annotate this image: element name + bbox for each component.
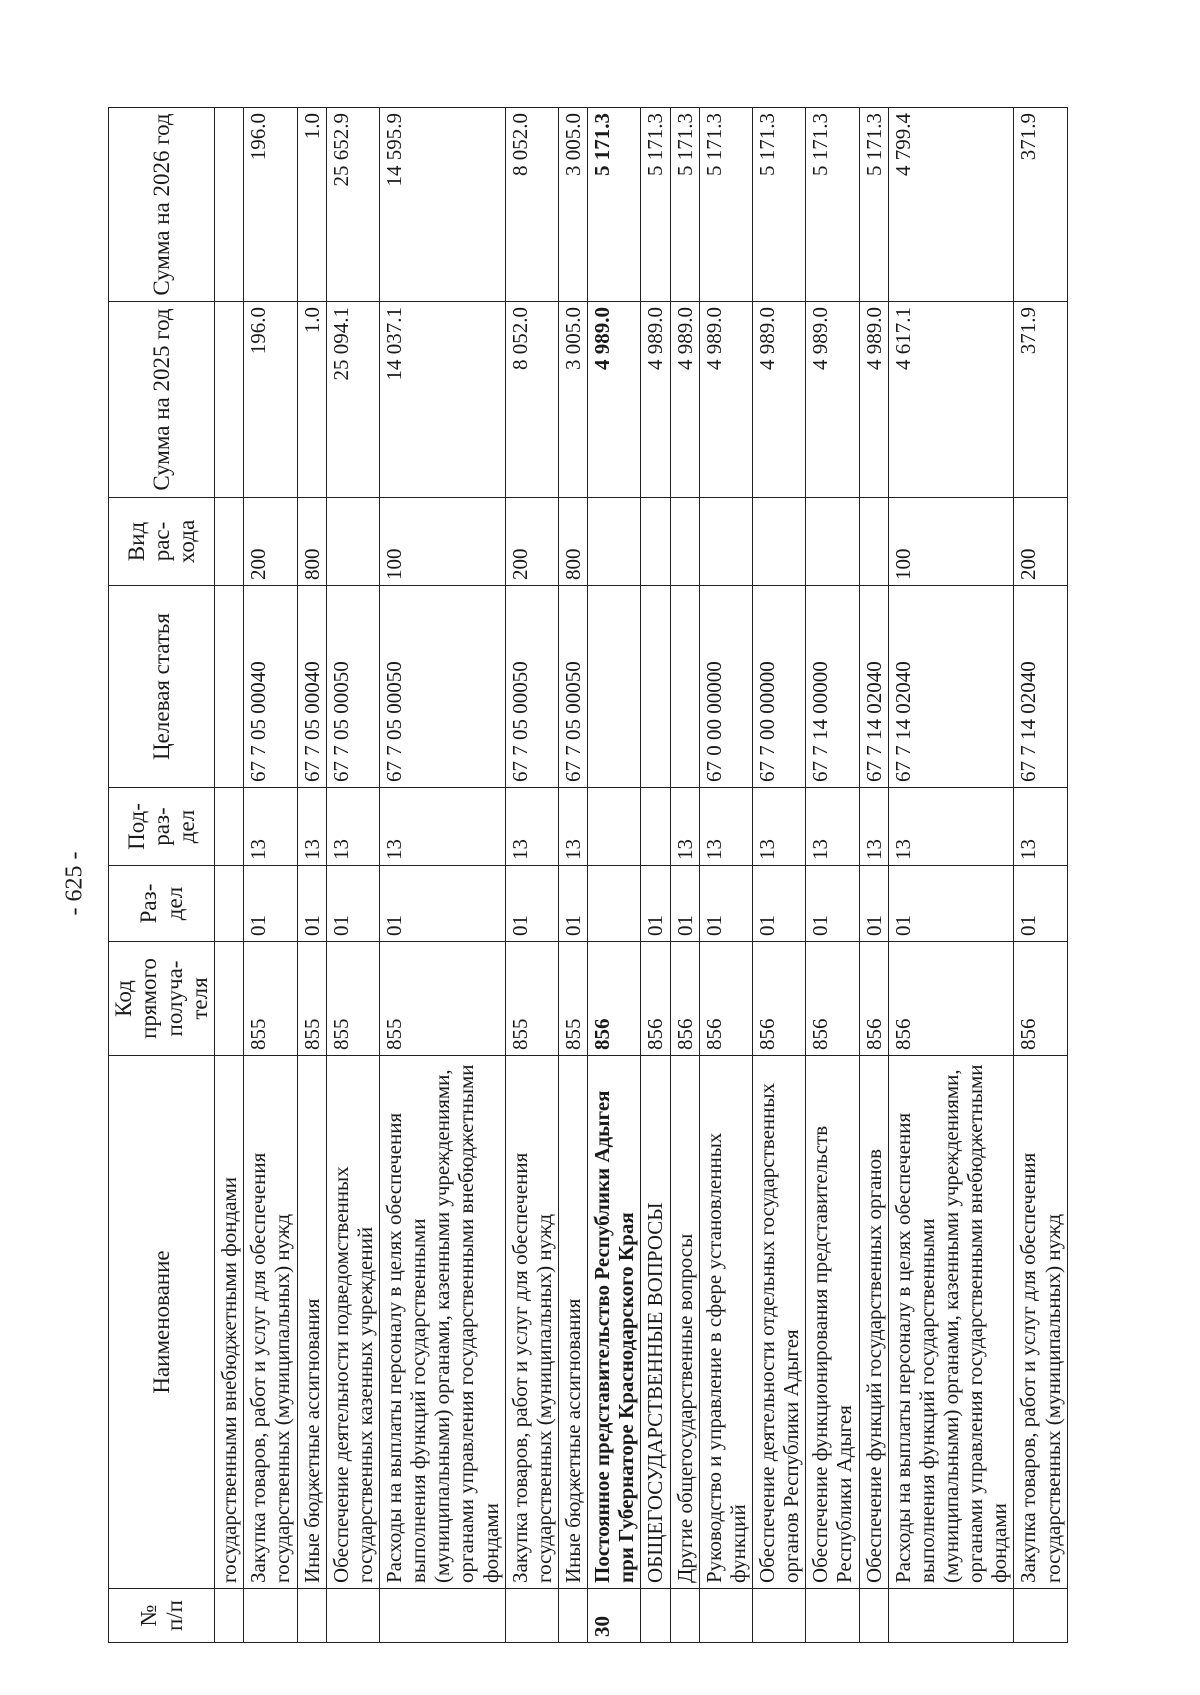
cell-sum2026: 196.0	[244, 108, 297, 302]
cell-vid: 200	[1014, 498, 1067, 586]
cell-vid	[641, 498, 670, 586]
cell-podrazdel: 13	[888, 788, 1014, 866]
cell-code: 856	[670, 942, 699, 1056]
cell-code: 855	[297, 942, 326, 1056]
cell-sum2025: 4 989.0	[641, 302, 670, 498]
cell-name: Расходы на выплаты персоналу в целях обеспечения выполнения функций государственными (муниципальными) органами, казенными учреждениями, органами управления государственными внебюджетными фондами	[380, 1056, 506, 1589]
cell-n	[297, 1589, 326, 1643]
table-row	[1014, 108, 1067, 1643]
cell-target: 67 7 05 00050	[559, 586, 588, 788]
cell-podrazdel: 13	[753, 788, 806, 866]
table-row	[244, 108, 297, 1643]
cell-podrazdel: 13	[699, 788, 752, 866]
cell-podrazdel: 13	[859, 788, 888, 866]
cell-vid: 200	[505, 498, 558, 586]
header-target: Целевая статья	[109, 586, 215, 788]
cell-razdel: 01	[297, 866, 326, 942]
cell-podrazdel	[215, 788, 244, 866]
cell-vid	[215, 498, 244, 586]
header-razdel: Раз-дел	[109, 866, 215, 942]
cell-code: 856	[806, 942, 859, 1056]
cell-n	[670, 1589, 699, 1643]
cell-code: 855	[559, 942, 588, 1056]
cell-name: Закупка товаров, работ и услуг для обеспечения государственных (муниципальных) нужд	[1014, 1056, 1067, 1589]
cell-code: 855	[380, 942, 506, 1056]
table-header	[109, 108, 215, 1643]
cell-sum2025: 4 989.0	[806, 302, 859, 498]
cell-sum2026	[215, 108, 244, 302]
cell-podrazdel: 13	[806, 788, 859, 866]
cell-code: 856	[588, 942, 641, 1056]
table-row	[588, 108, 641, 1643]
cell-code: 856	[699, 942, 752, 1056]
cell-target: 67 7 05 00050	[380, 586, 506, 788]
cell-target: 67 7 14 00000	[806, 586, 859, 788]
cell-vid	[806, 498, 859, 586]
cell-vid	[326, 498, 379, 586]
cell-razdel: 01	[326, 866, 379, 942]
cell-sum2026: 5 171.3	[806, 108, 859, 302]
table-row	[326, 108, 379, 1643]
budget-table	[108, 107, 1068, 1643]
cell-target: 67 7 05 00040	[297, 586, 326, 788]
cell-razdel: 01	[859, 866, 888, 942]
cell-podrazdel	[588, 788, 641, 866]
cell-sum2025: 4 989.0	[699, 302, 752, 498]
cell-name: Иные бюджетные ассигнования	[297, 1056, 326, 1589]
cell-vid: 100	[888, 498, 1014, 586]
cell-n	[380, 1589, 506, 1643]
cell-razdel: 01	[641, 866, 670, 942]
cell-razdel: 01	[559, 866, 588, 942]
cell-target: 67 7 05 00050	[505, 586, 558, 788]
cell-target: 67 0 00 00000	[699, 586, 752, 788]
cell-target	[670, 586, 699, 788]
table-row	[699, 108, 752, 1643]
cell-name: Закупка товаров, работ и услуг для обеспечения государственных (муниципальных) нужд	[505, 1056, 558, 1589]
cell-name: Обеспечение деятельности подведомственных государственных казенных учреждений	[326, 1056, 379, 1589]
cell-n	[559, 1589, 588, 1643]
cell-podrazdel: 13	[380, 788, 506, 866]
header-podrazdel: Под-раз-дел	[109, 788, 215, 866]
cell-podrazdel	[641, 788, 670, 866]
cell-target	[215, 586, 244, 788]
table-row	[297, 108, 326, 1643]
cell-target: 67 7 05 00050	[326, 586, 379, 788]
header-sum2026: Сумма на 2026 год	[109, 108, 215, 302]
cell-n	[699, 1589, 752, 1643]
cell-razdel: 01	[1014, 866, 1067, 942]
cell-target: 67 7 00 00000	[753, 586, 806, 788]
cell-target	[588, 586, 641, 788]
cell-name: Постоянное представительство Республики Адыгея при Губернаторе Краснодарского Края	[588, 1056, 641, 1589]
cell-n	[753, 1589, 806, 1643]
table-row	[380, 108, 506, 1643]
cell-code: 856	[888, 942, 1014, 1056]
table-body	[215, 108, 1068, 1643]
cell-razdel: 01	[888, 866, 1014, 942]
cell-vid: 800	[559, 498, 588, 586]
cell-sum2026: 5 171.3	[641, 108, 670, 302]
table-row	[888, 108, 1014, 1643]
cell-sum2026: 1.0	[297, 108, 326, 302]
cell-sum2026: 5 171.3	[670, 108, 699, 302]
cell-n	[806, 1589, 859, 1643]
cell-podrazdel: 13	[670, 788, 699, 866]
table-row	[753, 108, 806, 1643]
cell-podrazdel: 13	[244, 788, 297, 866]
cell-sum2025: 14 037.1	[380, 302, 506, 498]
cell-name: Руководство и управление в сфере установленных функций	[699, 1056, 752, 1589]
table-row	[215, 108, 244, 1643]
cell-podrazdel: 13	[505, 788, 558, 866]
cell-sum2026: 5 171.3	[699, 108, 752, 302]
cell-vid: 800	[297, 498, 326, 586]
cell-sum2025: 8 052.0	[505, 302, 558, 498]
header-vid: Вид рас-хода	[109, 498, 215, 586]
rotated-table-area	[108, 108, 1065, 1643]
header-name: Наименование	[109, 1056, 215, 1589]
cell-sum2025: 1.0	[297, 302, 326, 498]
cell-n: 30	[588, 1589, 641, 1643]
cell-name: Другие общегосударственные вопросы	[670, 1056, 699, 1589]
cell-code: 856	[641, 942, 670, 1056]
cell-sum2025: 4 989.0	[859, 302, 888, 498]
cell-n	[859, 1589, 888, 1643]
cell-name: Иные бюджетные ассигнования	[559, 1056, 588, 1589]
page-number: - 625 -	[61, 851, 88, 915]
cell-sum2025: 4 617.1	[888, 302, 1014, 498]
cell-podrazdel: 13	[559, 788, 588, 866]
cell-razdel: 01	[244, 866, 297, 942]
cell-sum2026: 5 171.3	[753, 108, 806, 302]
cell-vid: 100	[380, 498, 506, 586]
cell-sum2026: 371.9	[1014, 108, 1067, 302]
cell-name: Обеспечение функционирования представительств Республики Адыгея	[806, 1056, 859, 1589]
cell-vid	[588, 498, 641, 586]
cell-sum2025: 3 005.0	[559, 302, 588, 498]
cell-vid	[670, 498, 699, 586]
cell-sum2026: 25 652.9	[326, 108, 379, 302]
table-row	[806, 108, 859, 1643]
cell-vid	[859, 498, 888, 586]
cell-n	[215, 1589, 244, 1643]
cell-sum2026: 5 171.3	[859, 108, 888, 302]
cell-target: 67 7 14 02040	[1014, 586, 1067, 788]
cell-code	[215, 942, 244, 1056]
cell-razdel: 01	[505, 866, 558, 942]
cell-name: ОБЩЕГОСУДАРСТВЕННЫЕ ВОПРОСЫ	[641, 1056, 670, 1589]
cell-n	[888, 1589, 1014, 1643]
cell-razdel: 01	[753, 866, 806, 942]
cell-n	[326, 1589, 379, 1643]
cell-target	[641, 586, 670, 788]
cell-code: 856	[753, 942, 806, 1056]
cell-sum2025: 4 989.0	[753, 302, 806, 498]
cell-vid	[753, 498, 806, 586]
cell-code: 855	[326, 942, 379, 1056]
rotated-content	[108, 108, 1065, 1643]
cell-name: государственными внебюджетными фондами	[215, 1056, 244, 1589]
cell-podrazdel: 13	[1014, 788, 1067, 866]
cell-code: 856	[1014, 942, 1067, 1056]
cell-name: Обеспечение функций государственных органов	[859, 1056, 888, 1589]
cell-n	[641, 1589, 670, 1643]
cell-n	[505, 1589, 558, 1643]
cell-razdel: 01	[806, 866, 859, 942]
cell-razdel: 01	[699, 866, 752, 942]
cell-code: 855	[505, 942, 558, 1056]
table-row	[859, 108, 888, 1643]
cell-sum2026: 4 799.4	[888, 108, 1014, 302]
cell-vid	[699, 498, 752, 586]
table-row	[670, 108, 699, 1643]
table-row	[559, 108, 588, 1643]
cell-target: 67 7 14 02040	[888, 586, 1014, 788]
cell-razdel	[588, 866, 641, 942]
header-n: № п/п	[109, 1589, 215, 1643]
cell-code: 856	[859, 942, 888, 1056]
cell-code: 855	[244, 942, 297, 1056]
table-row	[505, 108, 558, 1643]
cell-sum2026: 8 052.0	[505, 108, 558, 302]
cell-razdel: 01	[670, 866, 699, 942]
header-code: Код прямого получа-теля	[109, 942, 215, 1056]
cell-razdel	[215, 866, 244, 942]
cell-sum2025: 4 989.0	[588, 302, 641, 498]
table-row	[641, 108, 670, 1643]
cell-name: Расходы на выплаты персоналу в целях обеспечения выполнения функций государственными (муниципальными) органами, казенными учреждениями, органами управления государственными внебюджетными фондами	[888, 1056, 1014, 1589]
cell-name: Обеспечение деятельности отдельных государственных органов Республики Адыгея	[753, 1056, 806, 1589]
cell-sum2026: 5 171.3	[588, 108, 641, 302]
cell-podrazdel: 13	[326, 788, 379, 866]
cell-n	[244, 1589, 297, 1643]
cell-sum2025: 25 094.1	[326, 302, 379, 498]
cell-sum2026: 14 595.9	[380, 108, 506, 302]
cell-name: Закупка товаров, работ и услуг для обеспечения государственных (муниципальных) нужд	[244, 1056, 297, 1589]
page-number-container	[55, 833, 95, 933]
cell-target: 67 7 14 02040	[859, 586, 888, 788]
cell-sum2025: 371.9	[1014, 302, 1067, 498]
cell-target: 67 7 05 00040	[244, 586, 297, 788]
cell-n	[1014, 1589, 1067, 1643]
cell-sum2025: 196.0	[244, 302, 297, 498]
cell-razdel: 01	[380, 866, 506, 942]
cell-vid: 200	[244, 498, 297, 586]
cell-podrazdel: 13	[297, 788, 326, 866]
cell-sum2025: 4 989.0	[670, 302, 699, 498]
header-sum2025: Сумма на 2025 год	[109, 302, 215, 498]
cell-sum2026: 3 005.0	[559, 108, 588, 302]
cell-sum2025	[215, 302, 244, 498]
